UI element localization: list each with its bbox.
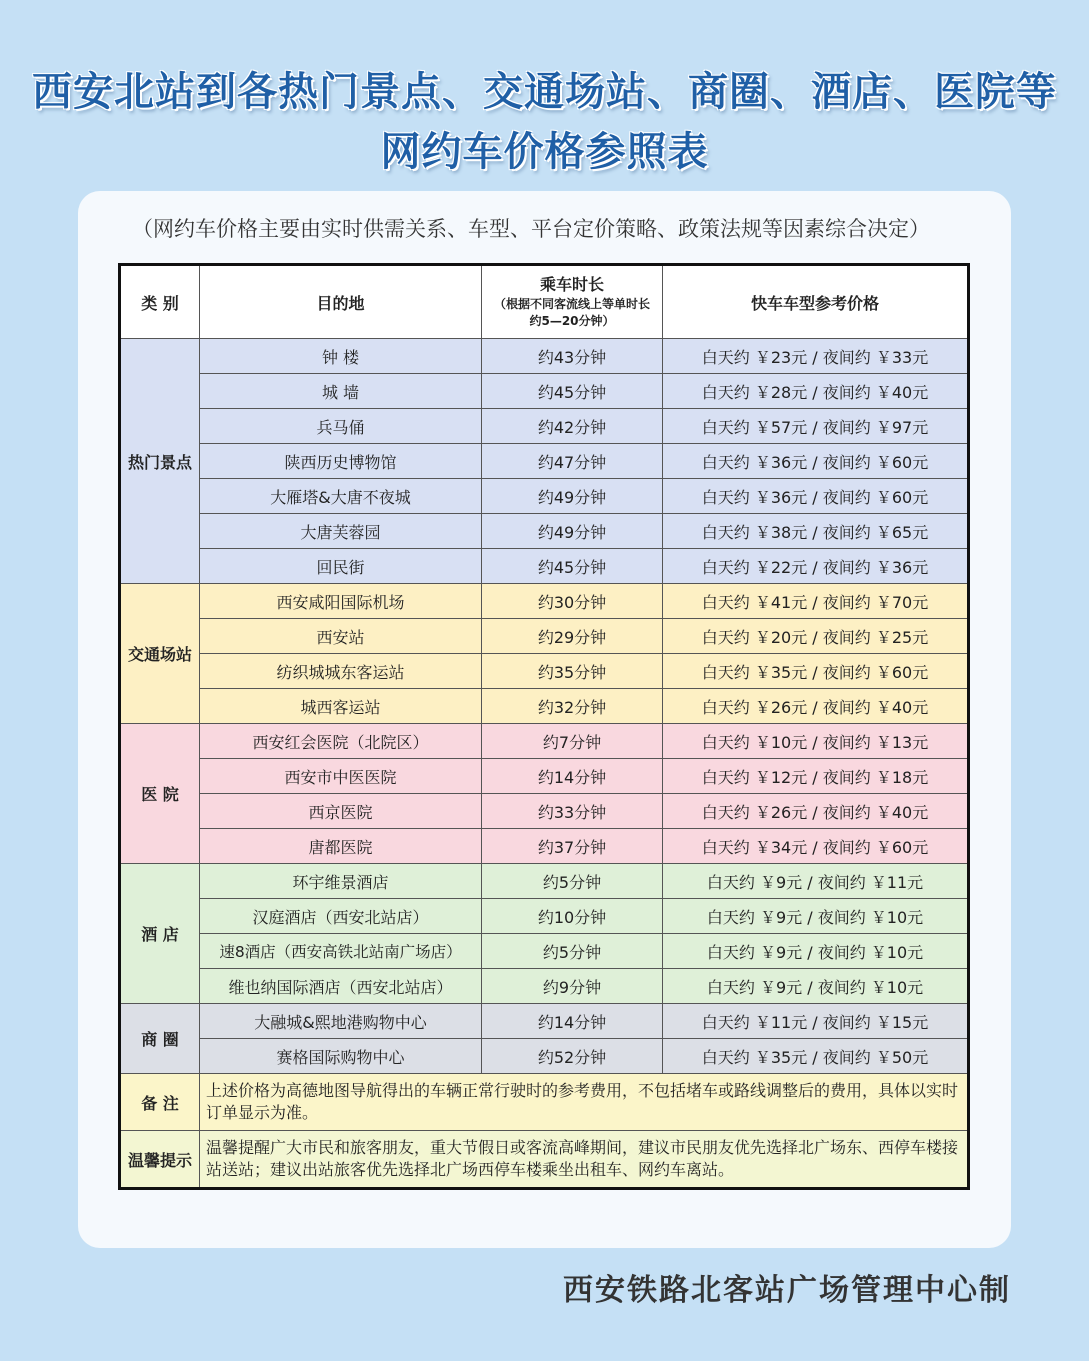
price-cell: 白天约 ￥28元 / 夜间约 ￥40元: [663, 374, 969, 409]
table-row: [120, 514, 969, 549]
footer-credit: 西安铁路北客站广场管理中心制: [563, 1273, 1011, 1308]
table-row: [120, 864, 969, 899]
destination-cell: 西安站: [200, 619, 482, 654]
remark-label: 备 注: [120, 1074, 200, 1131]
duration-cell: 约5分钟: [482, 934, 663, 969]
destination-cell: 西安市中医医院: [200, 759, 482, 794]
page-title-line2: 网约车价格参照表: [380, 129, 709, 175]
price-cell: 白天约 ￥11元 / 夜间约 ￥15元: [663, 1004, 969, 1039]
tips-row: [120, 1131, 969, 1189]
destination-cell: 钟 楼: [200, 339, 482, 374]
price-cell: 白天约 ￥9元 / 夜间约 ￥10元: [663, 899, 969, 934]
duration-cell: 约52分钟: [482, 1039, 663, 1074]
table-row: [120, 969, 969, 1004]
destination-cell: 速8酒店（西安高铁北站南广场店）: [200, 934, 482, 969]
table-row: [120, 899, 969, 934]
table-row: [120, 654, 969, 689]
destination-cell: 纺织城城东客运站: [200, 654, 482, 689]
remark-row: [120, 1074, 969, 1131]
header-duration-sub: （根据不同客流线上等单时长约5—20分钟）: [493, 297, 650, 328]
price-cell: 白天约 ￥36元 / 夜间约 ￥60元: [663, 479, 969, 514]
page-title-line1: 西安北站到各热门景点、交通场站、商圈、酒店、医院等: [32, 69, 1057, 115]
table-row: [120, 1004, 969, 1039]
price-cell: 白天约 ￥23元 / 夜间约 ￥33元: [663, 339, 969, 374]
table-row: [120, 374, 969, 409]
table-row: [120, 409, 969, 444]
destination-cell: 西安红会医院（北院区）: [200, 724, 482, 759]
duration-cell: 约32分钟: [482, 689, 663, 724]
category-label-hotel: 酒 店: [120, 864, 200, 1004]
duration-cell: 约30分钟: [482, 584, 663, 619]
price-cell: 白天约 ￥57元 / 夜间约 ￥97元: [663, 409, 969, 444]
table-row: [120, 794, 969, 829]
remark-text: 上述价格为高德地图导航得出的车辆正常行驶时的参考费用，不包括堵车或路线调整后的费用，具体以实时订单显示为准。: [200, 1074, 969, 1131]
table-row: [120, 759, 969, 794]
duration-cell: 约35分钟: [482, 654, 663, 689]
destination-cell: 大唐芙蓉园: [200, 514, 482, 549]
duration-cell: 约37分钟: [482, 829, 663, 864]
table-row: [120, 479, 969, 514]
price-cell: 白天约 ￥36元 / 夜间约 ￥60元: [663, 444, 969, 479]
duration-cell: 约29分钟: [482, 619, 663, 654]
price-cell: 白天约 ￥26元 / 夜间约 ￥40元: [663, 689, 969, 724]
destination-cell: 大雁塔&大唐不夜城: [200, 479, 482, 514]
price-cell: 白天约 ￥35元 / 夜间约 ￥60元: [663, 654, 969, 689]
duration-cell: 约42分钟: [482, 409, 663, 444]
header-duration: [482, 265, 663, 339]
table-row: [120, 829, 969, 864]
price-cell: 白天约 ￥9元 / 夜间约 ￥10元: [663, 934, 969, 969]
destination-cell: 大融城&熙地港购物中心: [200, 1004, 482, 1039]
destination-cell: 维也纳国际酒店（西安北站店）: [200, 969, 482, 1004]
price-cell: 白天约 ￥9元 / 夜间约 ￥10元: [663, 969, 969, 1004]
destination-cell: 环宇维景酒店: [200, 864, 482, 899]
duration-cell: 约14分钟: [482, 1004, 663, 1039]
duration-cell: 约43分钟: [482, 339, 663, 374]
duration-cell: 约49分钟: [482, 479, 663, 514]
price-table: [118, 263, 970, 1190]
destination-cell: 汉庭酒店（西安北站店）: [200, 899, 482, 934]
price-cell: 白天约 ￥38元 / 夜间约 ￥65元: [663, 514, 969, 549]
duration-cell: 约10分钟: [482, 899, 663, 934]
destination-cell: 陕西历史博物馆: [200, 444, 482, 479]
header-price: 快车车型参考价格: [663, 265, 969, 339]
price-cell: 白天约 ￥22元 / 夜间约 ￥36元: [663, 549, 969, 584]
table-row: [120, 584, 969, 619]
duration-cell: 约5分钟: [482, 864, 663, 899]
duration-cell: 约33分钟: [482, 794, 663, 829]
duration-cell: 约45分钟: [482, 549, 663, 584]
destination-cell: 赛格国际购物中心: [200, 1039, 482, 1074]
price-note: （网约车价格主要由实时供需关系、车型、平台定价策略、政策法规等因素综合决定）: [132, 217, 930, 241]
table-row: [120, 444, 969, 479]
destination-cell: 城 墙: [200, 374, 482, 409]
table-row: [120, 724, 969, 759]
table-row: [120, 619, 969, 654]
category-label-hospital: 医 院: [120, 724, 200, 864]
tips-label: 温馨提示: [120, 1131, 200, 1189]
category-label-mall: 商 圈: [120, 1004, 200, 1074]
duration-cell: 约45分钟: [482, 374, 663, 409]
price-cell: 白天约 ￥12元 / 夜间约 ￥18元: [663, 759, 969, 794]
table-row: [120, 689, 969, 724]
table-row: [120, 549, 969, 584]
header-destination: 目的地: [200, 265, 482, 339]
destination-cell: 西安咸阳国际机场: [200, 584, 482, 619]
price-cell: 白天约 ￥20元 / 夜间约 ￥25元: [663, 619, 969, 654]
price-cell: 白天约 ￥10元 / 夜间约 ￥13元: [663, 724, 969, 759]
price-cell: 白天约 ￥34元 / 夜间约 ￥60元: [663, 829, 969, 864]
destination-cell: 西京医院: [200, 794, 482, 829]
category-label-transport: 交通场站: [120, 584, 200, 724]
price-cell: 白天约 ￥26元 / 夜间约 ￥40元: [663, 794, 969, 829]
price-cell: 白天约 ￥9元 / 夜间约 ￥11元: [663, 864, 969, 899]
duration-cell: 约7分钟: [482, 724, 663, 759]
tips-text: 温馨提醒广大市民和旅客朋友，重大节假日或客流高峰期间，建议市民朋友优先选择北广场东、西停车楼接站送站；建议出站旅客优先选择北广场西停车楼乘坐出租车、网约车离站。: [200, 1131, 969, 1189]
destination-cell: 回民街: [200, 549, 482, 584]
duration-cell: 约14分钟: [482, 759, 663, 794]
category-label-scenic: 热门景点: [120, 339, 200, 584]
destination-cell: 唐都医院: [200, 829, 482, 864]
price-cell: 白天约 ￥41元 / 夜间约 ￥70元: [663, 584, 969, 619]
table-row: [120, 934, 969, 969]
duration-cell: 约47分钟: [482, 444, 663, 479]
header-category: 类 别: [120, 265, 200, 339]
duration-cell: 约49分钟: [482, 514, 663, 549]
destination-cell: 兵马俑: [200, 409, 482, 444]
table-row: [120, 1039, 969, 1074]
price-cell: 白天约 ￥35元 / 夜间约 ￥50元: [663, 1039, 969, 1074]
header-duration-label: 乘车时长: [539, 275, 604, 294]
duration-cell: 约9分钟: [482, 969, 663, 1004]
table-row: [120, 339, 969, 374]
destination-cell: 城西客运站: [200, 689, 482, 724]
